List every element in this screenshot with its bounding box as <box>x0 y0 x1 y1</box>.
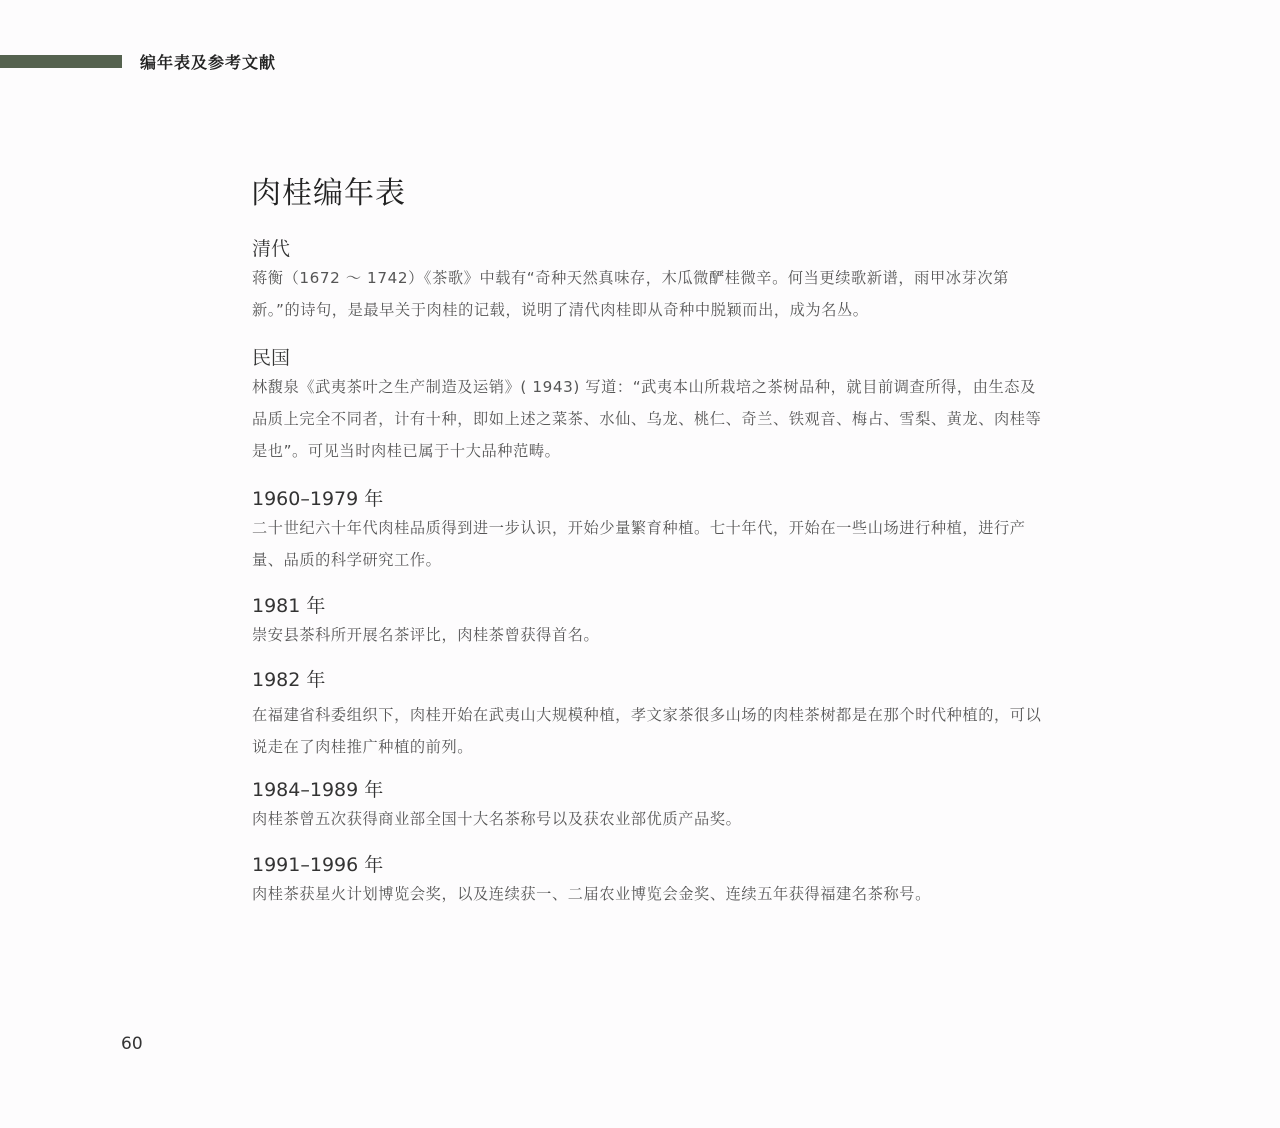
period-description: 林馥泉《武夷茶叶之生产制造及运销》( 1943) 写道：“武夷本山所栽培之茶树品种，就目前调查所得，由生态及品质上完全不同者，计有十种，即如上述之菜茶、水仙、乌龙、桃仁、奇兰、铁观音、梅占、雪梨、黄龙、肉桂等是也”。可见当时肉桂已属于十大品种范畴。 <box>252 378 1042 460</box>
timeline-entry-1960-1979 <box>252 486 1042 576</box>
timeline-entry-minguo <box>252 345 1042 467</box>
period-description: 肉桂茶获星火计划博览会奖，以及连续获一、二届农业博览会金奖、连续五年获得福建名茶称号。 <box>252 885 931 903</box>
timeline-entry-1991-1996 <box>252 852 1042 910</box>
period-heading: 1981 年 <box>252 595 326 617</box>
timeline-entry-1982 <box>252 667 1042 763</box>
period-heading: 清代 <box>252 238 291 260</box>
period-description: 崇安县茶科所开展名茶评比，肉桂茶曾获得首名。 <box>252 626 600 644</box>
period-heading: 1982 年 <box>252 669 326 691</box>
period-description: 肉桂茶曾五次获得商业部全国十大名茶称号以及获农业部优质产品奖。 <box>252 810 742 828</box>
period-heading: 民国 <box>252 347 291 369</box>
period-heading: 1984–1989 年 <box>252 779 384 801</box>
period-description: 在福建省科委组织下，肉桂开始在武夷山大规模种植，孝文家茶很多山场的肉桂茶树都是在那个时代种植的，可以说走在了肉桂推广种植的前列。 <box>252 706 1042 756</box>
page-title: 肉桂编年表 <box>251 176 406 211</box>
timeline-entry-1984-1989 <box>252 777 1042 835</box>
page-number: 60 <box>121 1034 143 1054</box>
period-heading: 1991–1996 年 <box>252 854 384 876</box>
header-accent-bar <box>0 55 122 68</box>
timeline-entry-qing <box>252 236 1042 326</box>
period-description: 二十世纪六十年代肉桂品质得到进一步认识，开始少量繁育种植。七十年代，开始在一些山场进行种植，进行产量、品质的科学研究工作。 <box>252 519 1026 569</box>
section-header-title: 编年表及参考文献 <box>140 53 277 72</box>
timeline-entry-1981 <box>252 593 1042 651</box>
period-description: 蒋衡（1672 ～ 1742）《茶歌》中载有“奇种天然真味存，木瓜微酽桂微辛。何当更续歌新谱，雨甲冰芽次第新。”的诗句，是最早关于肉桂的记载，说明了清代肉桂即从奇种中脱颖而出，成为名丛。 <box>252 269 1009 319</box>
period-heading: 1960–1979 年 <box>252 488 384 510</box>
